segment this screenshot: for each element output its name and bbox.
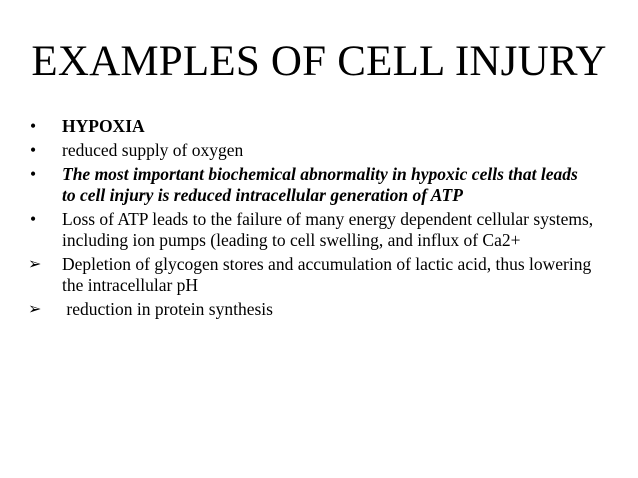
bullet-text: reduction in protein synthesis	[62, 299, 273, 319]
bullet-item-atp-abnormality	[28, 164, 620, 206]
bullet-text-line-2: including ion pumps (leading to cell swelling, and influx of Ca2+	[62, 230, 521, 250]
bullet-text-line-1: The most important biochemical abnormality in hypoxic cells that leads	[62, 164, 578, 184]
bullet-marker: •	[30, 164, 37, 184]
bullet-item-reduced-oxygen	[28, 140, 620, 161]
bullet-item-hypoxia	[28, 116, 620, 137]
bullet-text: HYPOXIA	[62, 116, 145, 136]
arrow-bullet-icon: ➢	[28, 301, 42, 318]
bullet-item-loss-of-atp	[28, 209, 620, 251]
bullet-text-line-1: Depletion of glycogen stores and accumulation of lactic acid, thus lowering	[62, 254, 592, 274]
bullet-item-glycogen-depletion	[28, 254, 620, 296]
bullet-text-line-1: Loss of ATP leads to the failure of many energy dependent cellular systems,	[62, 209, 594, 229]
bullet-marker: •	[30, 209, 37, 229]
bullet-text-line-2: the intracellular pH	[62, 275, 199, 295]
bullet-marker: •	[30, 116, 37, 136]
bullet-text-line-2: to cell injury is reduced intracellular generation of ATP	[62, 185, 463, 205]
bullet-item-protein-synthesis	[28, 299, 620, 320]
bullet-marker: •	[30, 140, 37, 160]
slide-title: EXAMPLES OF CELL INJURY	[31, 38, 607, 85]
bullet-text: reduced supply of oxygen	[62, 140, 244, 160]
bullet-list	[28, 116, 620, 323]
arrow-bullet-icon: ➢	[28, 256, 42, 273]
